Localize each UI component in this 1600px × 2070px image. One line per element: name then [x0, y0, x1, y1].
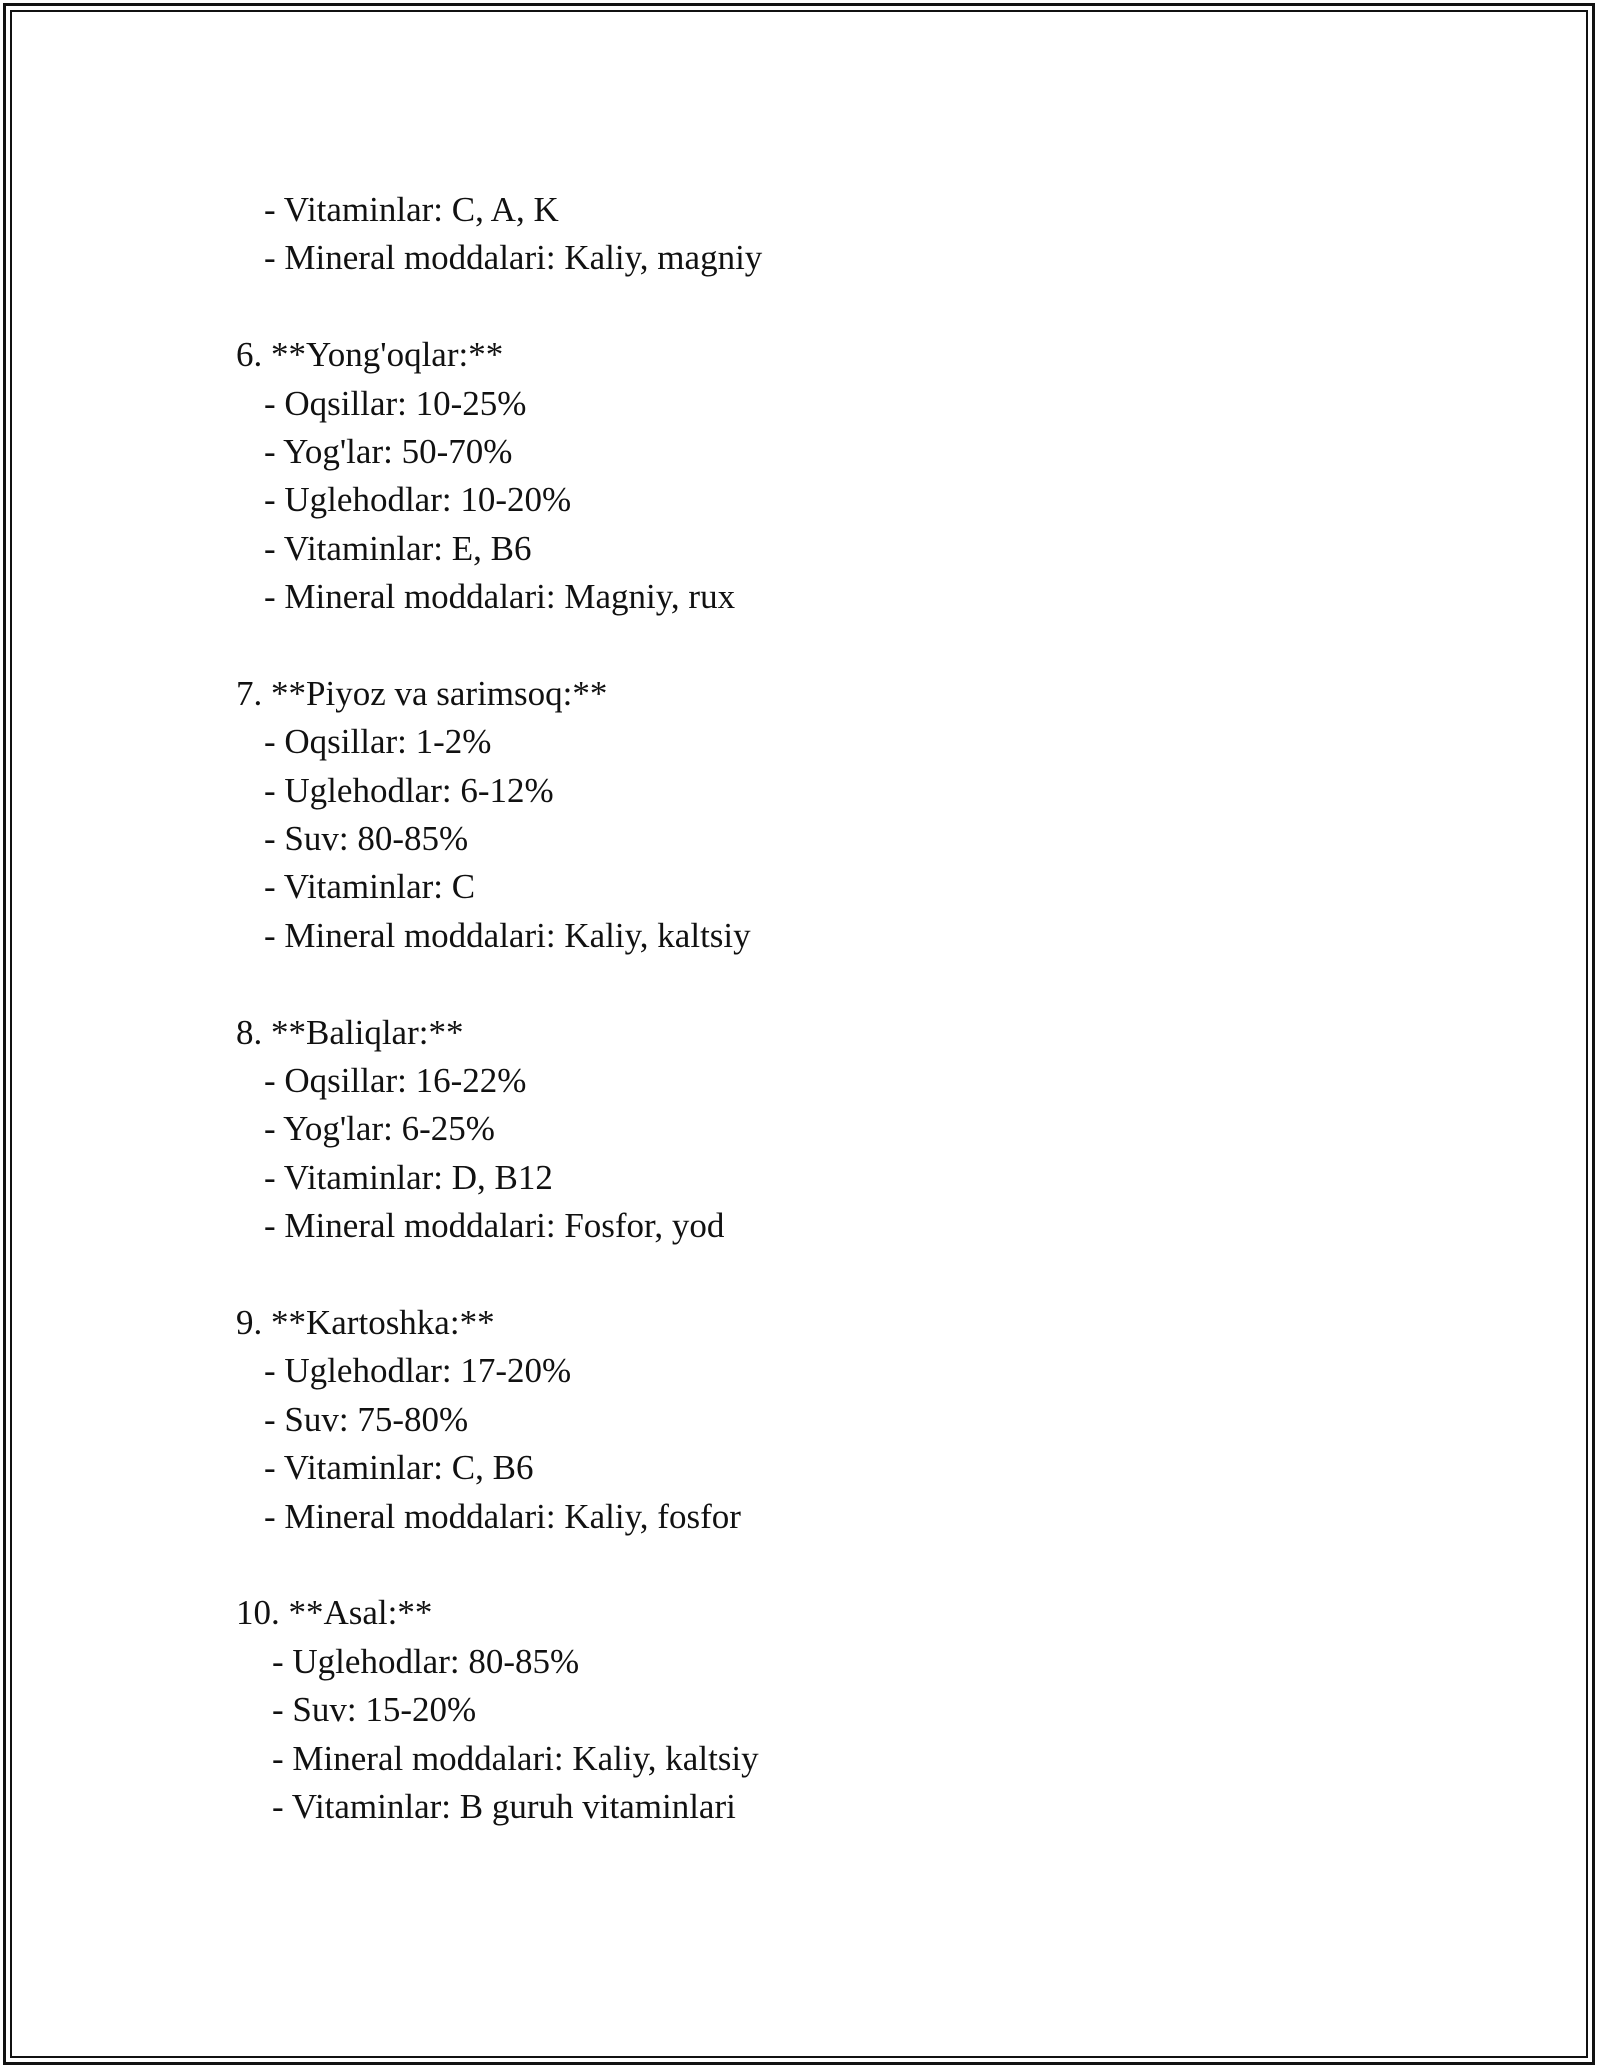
list-item: - Oqsillar: 16-22% [264, 1061, 527, 1101]
section-heading: 9. **Kartoshka:** [236, 1302, 495, 1342]
section-heading: 7. **Piyoz va sarimsoq:** [236, 673, 608, 713]
list-item: - Mineral moddalari: Magniy, rux [264, 577, 736, 617]
document-body [236, 186, 1436, 1831]
list-item: - Mineral moddalari: Fosfor, yod [264, 1206, 725, 1246]
list-item: - Mineral moddalari: Kaliy, fosfor [264, 1496, 741, 1536]
list-item: - Suv: 80-85% [264, 819, 469, 859]
list-item: - Yog'lar: 6-25% [264, 1109, 495, 1149]
list-item: - Uglehodlar: 17-20% [264, 1351, 572, 1391]
spacer [236, 1251, 1436, 1299]
list-item: - Vitaminlar: B guruh vitaminlari [272, 1786, 736, 1826]
list-item: - Suv: 75-80% [264, 1399, 469, 1439]
section-heading: 8. **Baliqlar:** [236, 1012, 464, 1052]
list-item: - Vitaminlar: C, B6 [264, 1448, 534, 1488]
list-item: - Oqsillar: 10-25% [264, 383, 527, 423]
list-item: - Suv: 15-20% [272, 1690, 477, 1730]
list-item: - Yog'lar: 50-70% [264, 431, 513, 471]
list-item: - Mineral moddalari: Kaliy, kaltsiy [272, 1738, 759, 1778]
list-item: - Uglehodlar: 10-20% [264, 480, 572, 520]
list-item: - Oqsillar: 1-2% [264, 722, 492, 762]
list-item: - Vitaminlar: C [264, 867, 476, 907]
section-heading: 10. **Asal:** [236, 1593, 433, 1633]
list-item: - Mineral moddalari: Kaliy, magniy [264, 238, 763, 278]
list-item: - Mineral moddalari: Kaliy, kaltsiy [264, 915, 751, 955]
list-item: - Vitaminlar: E, B6 [264, 528, 532, 568]
spacer [236, 1541, 1436, 1589]
spacer [236, 622, 1436, 670]
spacer [236, 960, 1436, 1008]
list-item: - Uglehodlar: 6-12% [264, 770, 554, 810]
list-item: - Uglehodlar: 80-85% [272, 1641, 580, 1681]
list-item: - Vitaminlar: D, B12 [264, 1157, 553, 1197]
section-heading: 6. **Yong'oqlar:** [236, 335, 504, 375]
spacer [236, 283, 1436, 331]
list-item: - Vitaminlar: C, A, K [264, 190, 559, 229]
